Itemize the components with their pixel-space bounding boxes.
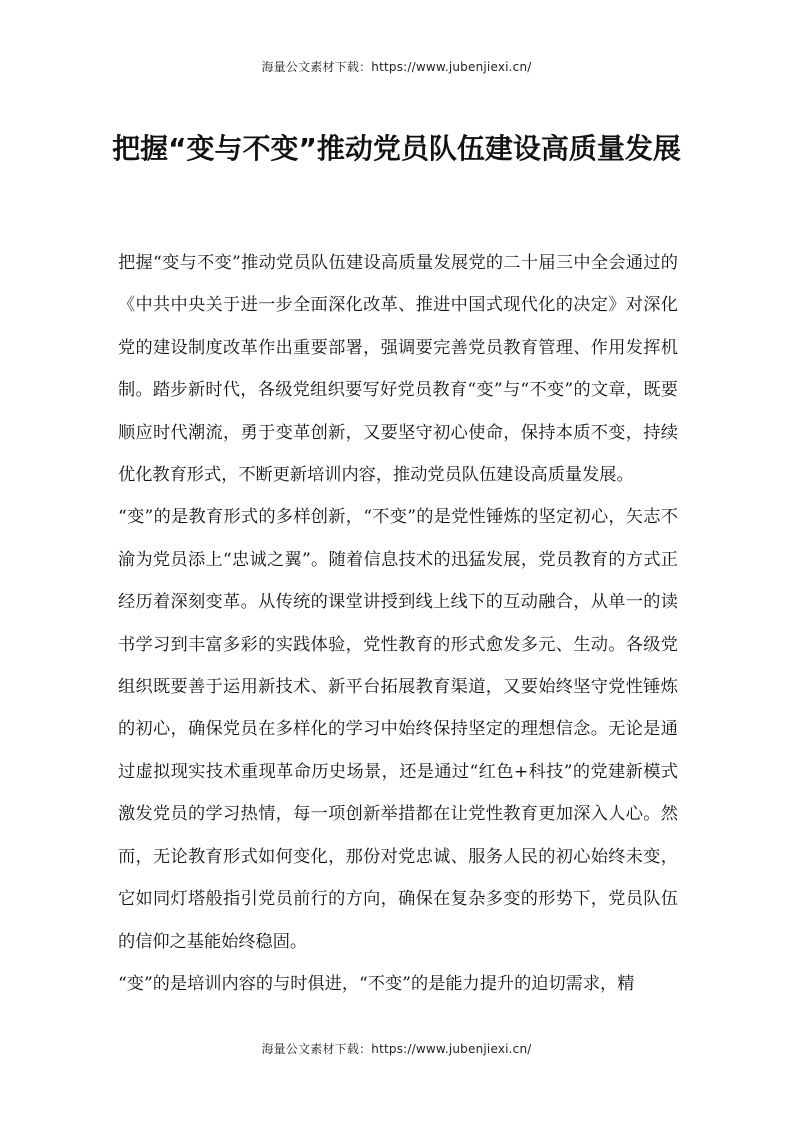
paragraph-3: “变”的是培训内容的与时俱进，“不变”的是能力提升的迫切需求，精 [118, 973, 635, 994]
paragraph-2: “变”的是教育形式的多样创新，“不变”的是党性锤炼的坚定初心，矢志不渝为党员添上“忠诚之翼”。随着信息技术的迅猛发展，党员教育的方式正经历着深刻变革。从传统的课堂讲授到线上线下的互动融合，从单一的读书学习到丰富多彩的实践体验，党性教育的形式愈发多元、生动。各级党组织既要善于运用新技术、新平台拓展教育渠道，又要始终坚守党性锤炼的初心，确保党员在多样化的学习中始终保持坚定的理想信念。无论是通过虚拟现实技术重现革命历史场景，还是通过“红色+科技”的党建新模式激发党员的学习热情，每一项创新举措都在让党性教育更加深入人心。然而，无论教育形式如何变化，那份对党忠诚、服务人民的初心始终未变，它如同灯塔般指引党员前行的方向，确保在复杂多变的形势下，党员队伍的信仰之基能始终稳固。 [118, 507, 678, 952]
document-body [118, 242, 678, 1005]
page-header: 海量公文素材下载：https://www.jubenjiexi.cn/ [261, 60, 532, 74]
document-title: 把握“变与不变”推动党员队伍建设高质量发展 [112, 132, 681, 165]
page-footer: 海量公文素材下载：https://www.jubenjiexi.cn/ [261, 1042, 532, 1056]
paragraph-1: 把握“变与不变”推动党员队伍建设高质量发展党的二十届三中全会通过的《中共中央关于进一步全面深化改革、推进中国式现代化的决定》对深化党的建设制度改革作出重要部署，强调要完善党员教育管理、作用发挥机制。踏步新时代，各级党组织要写好党员教育“变”与“不变”的文章，既要顺应时代潮流，勇于变革创新，又要坚守初心使命，保持本质不变，持续优化教育形式，不断更新培训内容，推动党员队伍建设高质量发展。 [118, 253, 678, 486]
